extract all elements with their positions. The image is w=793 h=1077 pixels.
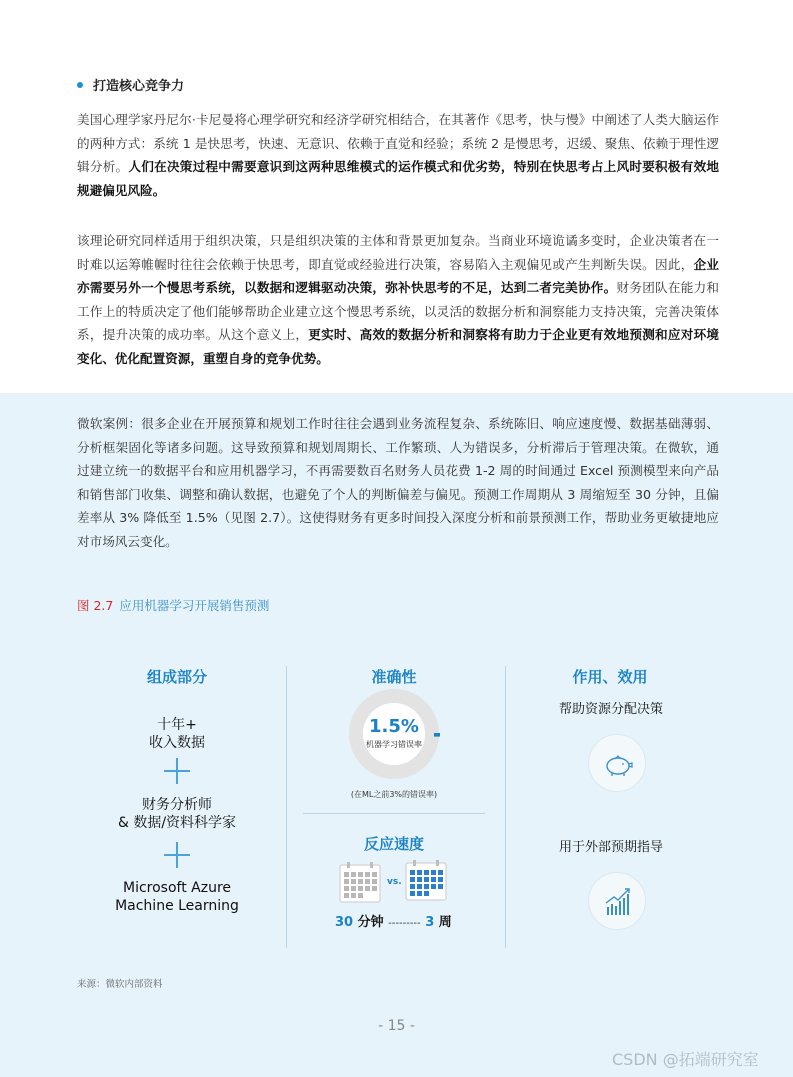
paragraph-1-text: 美国心理学家丹尼尔·卡尼曼将心理学研究和经济学研究相结合，在其著作《思考，快与慢》中阐述了人类大脑运作的两种方式：系统 1 是快思考，快速、无意识、依赖于直觉和经验；系统 2 是慢思考，迟缓、聚焦、依赖于理性逻辑分析。 [77,112,719,174]
component-analysts-line1: 财务分析师 [142,797,212,813]
speed-dashes: --------- [388,918,421,929]
column-horizontal-divider [303,813,485,814]
error-rate-label: 机器学习错误率 [366,740,422,749]
page-number: - 15 - [378,1018,415,1034]
figure-number: 图 2.7 [77,598,114,613]
column-divider [505,666,506,948]
plus-icon [162,840,192,870]
speed-before-unit: 分钟 [357,915,384,930]
watermark: CSDN @拓端研究室 [612,1050,759,1069]
plus-icon [162,756,192,786]
calendar-blue-icon [405,859,447,901]
paragraph-1 [77,108,719,202]
paragraph-1-bold: 人们在决策过程中需要意识到这两种思维模式的运作模式和优劣势，特别在快思考占上风时要积极有效地规避偏见风险。 [77,159,720,198]
growth-chart-icon [588,872,646,930]
figure-title [77,596,269,614]
column-divider [286,666,287,948]
bullet-icon [77,82,83,88]
component-analysts [77,796,277,832]
versus-label: vs. [387,877,402,887]
column-title-accuracy: 准确性 [371,668,417,686]
speed-comparison [335,911,452,930]
calendar-gray-icon [339,861,381,903]
component-analysts-line2: & 数据/资料科学家 [117,815,237,831]
speed-before-number: 30 [335,915,354,930]
speed-after-unit: 周 [438,915,452,930]
case-study-text: 微软案例：很多企业在开展预算和规划工作时往往会遇到业务流程复杂、系统陈旧、响应速度慢、数据基础薄弱、分析框架固化等诸多问题。这导致预算和规划周期长、工作繁琐、人为错误多，分析滞后于管理决策。在微软，通过建立统一的数据平台和应用机器学习，不再需要数百名财务人员花费 1-2 周的时间通过 Excel 预测模型来向产品和销售部门收集、调整和确认数据，也避免了个人的判断偏差与偏见。预测工作周期从 3 周缩短至 30 分钟，且偏差率从 3% 降低至 1.5%（见图 2.7）。这使得财务有更多时间投入深度分析和前景预测工作，帮助业务更敏捷地应对市场风云变化。 [77,416,719,549]
component-revenue-line1: 十年+ [157,717,197,733]
component-revenue-line2: 收入数据 [149,735,205,751]
top-section [0,0,793,393]
column-title-components: 组成部分 [146,668,207,686]
utility-resource-allocation: 帮助资源分配决策 [558,702,663,717]
section-heading [77,75,184,94]
component-azure-line2: Machine Learning [115,898,239,914]
piggy-bank-icon [588,734,646,792]
paragraph-2-bold-a: 企业亦需要另外一个慢思考系统，以数据和逻辑驱动决策，弥补快思考的不足，达到二者完美协作。 [77,256,720,295]
component-azure-line1: Microsoft Azure [122,880,232,896]
error-rate-value: 1.5% [369,716,419,737]
column-title-speed: 反应速度 [363,835,424,853]
figure-title-text: 应用机器学习开展销售预测 [119,598,270,613]
paragraph-2-text-b: 财务团队在能力和工作上的特质决定了他们能够帮助企业建立这个慢思考系统，以灵活的数据分析和洞察能力支持决策，完善决策体系，提升决策的成功率。从这个意义上， [77,280,720,342]
section-heading-text: 打造核心竞争力 [93,79,185,94]
paragraph-2 [77,229,719,370]
paragraph-2-bold-b: 更实时、高效的数据分析和洞察将有助力于企业更有效地预测和应对环境变化、优化配置资源，重塑自身的竞争优势。 [77,327,720,366]
paragraph-2-text-a: 该理论研究同样适用于组织决策，只是组织决策的主体和背景更加复杂。当商业环境诡谲多变时，企业决策者在一时难以运筹帷幄时往往会依赖于快思考，即直觉或经验进行决策，容易陷入主观偏见或产生判断失误。因此， [77,233,719,272]
source-note: 来源：微软内部资料 [77,979,163,990]
utility-external-guidance: 用于外部预期指导 [558,840,663,855]
previous-error-rate-note: (在ML之前3%的错误率) [350,790,438,799]
column-title-utility: 作用、效用 [572,668,648,686]
component-revenue-data [77,716,277,752]
component-azure-ml [77,879,277,915]
speed-after-number: 3 [425,915,435,930]
